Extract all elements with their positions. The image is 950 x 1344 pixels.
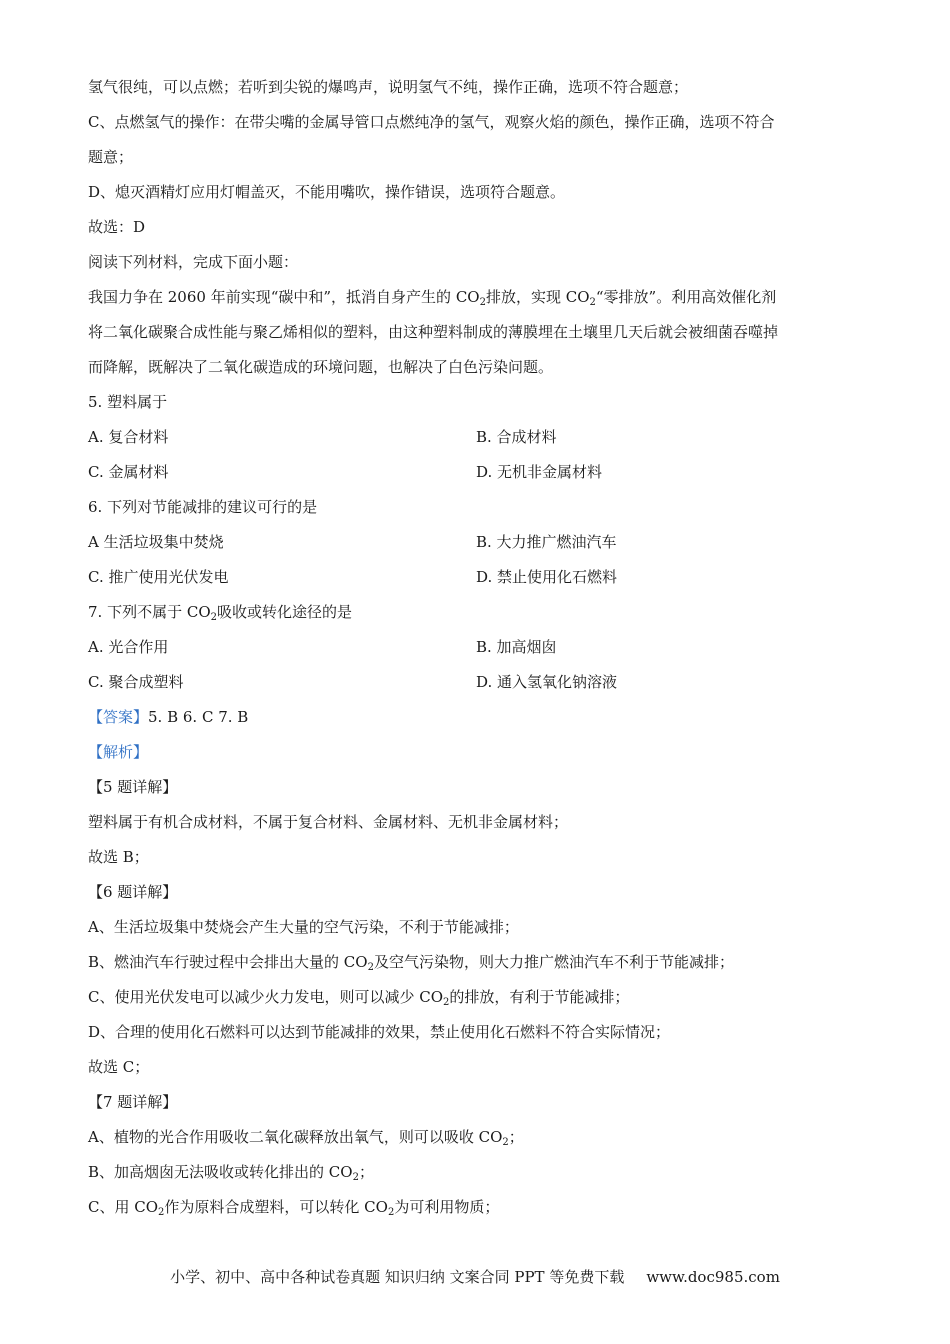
question-5-stem: 5. 塑料属于 [88,393,168,411]
text-line: 故选 B； [88,848,149,866]
answer-label: 【答案】 [88,708,149,726]
option-c: C. 聚合成塑料 [88,673,184,691]
text-line: B、燃油汽车行驶过程中会排出大量的 $CO_2$及空气污染物，则大力推广燃油汽车不利于节能减排； [88,953,734,973]
text-line: A、生活垃圾集中焚烧会产生大量的空气污染，不利于节能减排； [88,918,519,936]
answer-text: 5. B 6. C 7. B [148,708,249,726]
material-line: 将二氧化碳聚合成性能与聚乙烯相似的塑料，由这种塑料制成的薄膜埋在土壤里几天后就会被细菌吞噬掉 [88,323,779,341]
text-line: C、用 $CO_2$作为原料合成塑料，可以转化 $CO_2$为可利用物质； [88,1198,500,1218]
text-line: B、加高烟囱无法吸收或转化排出的 $CO_2$； [88,1163,374,1183]
option-b: B. 大力推广燃油汽车 [476,533,617,551]
analysis-label: 【解析】 [88,743,149,761]
question-5-options [88,420,868,455]
option-c: C. 推广使用光伏发电 [88,568,229,586]
detail-7-title: 【7 题详解】 [88,1093,178,1111]
option-c: C. 金属材料 [88,463,169,481]
text-line: 塑料属于有机合成材料，不属于复合材料、金属材料、无机非金属材料； [88,813,569,831]
option-d: D. 无机非金属材料 [476,463,603,481]
document-page [88,70,868,1225]
text-line: 阅读下列材料，完成下面小题： [88,253,299,271]
question-7-options [88,630,868,665]
question-6-options [88,560,868,595]
text-line: 氢气很纯，可以点燃；若听到尖锐的爆鸣声，说明氢气不纯，操作正确，选项不符合题意； [88,78,689,96]
page-footer [0,1266,950,1287]
answer-line [88,700,868,735]
question-6-stem: 6. 下列对节能减排的建议可行的是 [88,498,318,516]
material-line: 而降解，既解决了二氧化碳造成的环境问题，也解决了白色污染问题。 [88,358,554,376]
question-5-options [88,455,868,490]
text-line: A、植物的光合作用吸收二氧化碳释放出氧气，则可以吸收 $CO_2$； [88,1128,524,1148]
text-line: 故选：D [88,218,146,236]
text-line: C、点燃氢气的操作：在带尖嘴的金属导管口点燃纯净的氢气，观察火焰的颜色，操作正确，选项不符合 [88,113,775,131]
question-7-stem: 7. 下列不属于 $CO_2$吸收或转化途径的是 [88,603,353,623]
option-b: B. 加高烟囱 [476,638,557,656]
option-a: A. 光合作用 [88,638,169,656]
option-a: A. 复合材料 [88,428,169,446]
text-line: D、熄灭酒精灯应用灯帽盖灭，不能用嘴吹，操作错误，选项符合题意。 [88,183,566,201]
material-line: 我国力争在 2060 年前实现“碳中和”，抵消自身产生的 $CO_2$排放，实现 $CO_2“$零排放”。利用高效催化剂 [88,288,777,308]
footer-site-link[interactable]: www.doc985.com [646,1268,780,1286]
text-line: C、使用光伏发电可以减少火力发电，则可以减少 $CO_2$的排放，有利于节能减排； [88,988,630,1008]
text-line: 故选 C； [88,1058,150,1076]
option-b: B. 合成材料 [476,428,557,446]
detail-5-title: 【5 题详解】 [88,778,178,796]
question-6-options [88,525,868,560]
option-d: D. 通入氢氧化钠溶液 [476,673,618,691]
option-d: D. 禁止使用化石燃料 [476,568,618,586]
option-a: A 生活垃圾集中焚烧 [88,533,224,551]
detail-6-title: 【6 题详解】 [88,883,178,901]
footer-text: 小学、初中、高中各种试卷真题 知识归纳 文案合同 PPT 等免费下载 [170,1268,625,1286]
text-line: 题意； [88,148,134,166]
text-line: D、合理的使用化石燃料可以达到节能减排的效果，禁止使用化石燃料不符合实际情况； [88,1023,671,1041]
question-7-options [88,665,868,700]
